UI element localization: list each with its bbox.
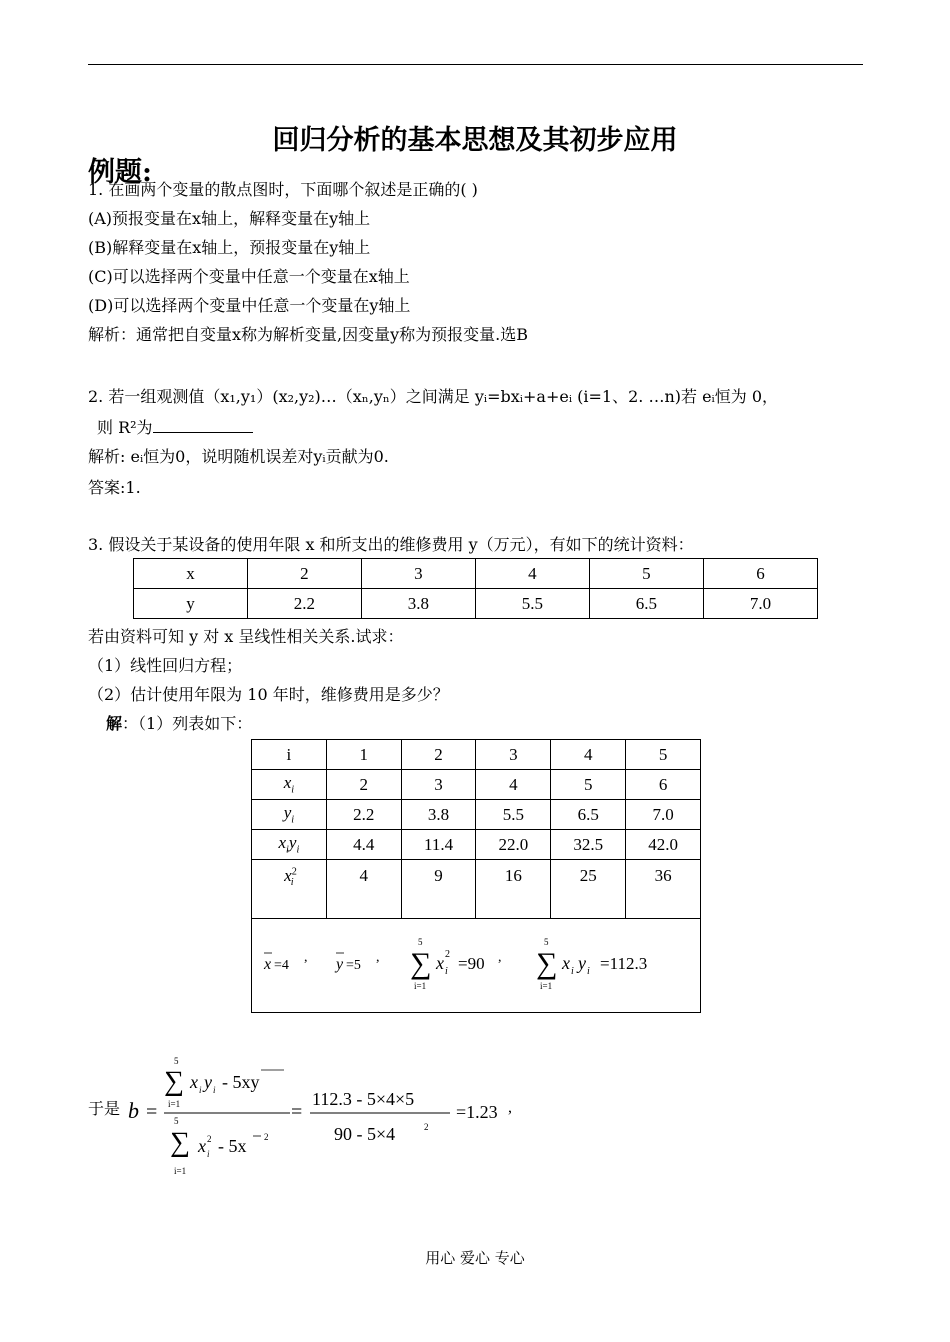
xi-symbol: x <box>284 866 292 885</box>
table-cell: 2 <box>326 770 401 800</box>
q3-part2: （2）估计使用年限为 10 年时，维修费用是多少？ <box>88 685 449 704</box>
table-row <box>252 800 701 830</box>
table-cell: 3 <box>361 559 475 589</box>
row-header-yi: $y_i$ <box>252 800 327 830</box>
table-cell: 9 <box>401 860 476 919</box>
q1-question: 1. 在画两个变量的散点图时，下面哪个叙述是正确的( ) <box>88 180 478 199</box>
table-cell: 16 <box>476 860 551 919</box>
equals-sign: = <box>291 1101 303 1123</box>
table-cell: 32.5 <box>551 830 626 860</box>
table-cell: 3 <box>476 740 551 770</box>
table-cell: x <box>134 559 248 589</box>
q1-analysis: 解析：通常把自变量x称为解析变量,因变量y称为预报变量.选B <box>88 325 528 344</box>
table-cell: 7.0 <box>626 800 701 830</box>
data-table <box>133 558 818 619</box>
table-cell: 4 <box>475 559 589 589</box>
q2-question: 2. 若一组观测值（x₁,y₁）(x₂,y₂)…（xₙ,yₙ）之间满足 yᵢ=bxᵢ+a+eᵢ (i=1、2. …n)若 eᵢ恒为 0， <box>88 387 779 406</box>
separator-comma: , <box>376 950 380 965</box>
table-cell: i <box>252 740 327 770</box>
subscript-i: i <box>445 966 448 977</box>
answer-blank <box>153 416 253 433</box>
table-cell: 5 <box>626 740 701 770</box>
yi-symbol: y <box>288 833 297 853</box>
q3-solution <box>106 713 252 735</box>
denominator-tail: - 5x <box>218 1136 247 1156</box>
x-symbol: x <box>436 953 444 973</box>
regression-formula <box>124 1052 544 1182</box>
sum-lower-limit: i=1 <box>168 1099 181 1109</box>
q2-answer: 答案:1. <box>88 478 141 497</box>
q3-condition: 若由资料可知 y 对 x 呈线性相关关系.试求： <box>88 627 404 646</box>
sigma-icon: ∑ <box>536 947 558 980</box>
page-footer: 用心 爱心 专心 <box>425 1249 525 1267</box>
q1-option-b: (B)解释变量在x轴上，预报变量在y轴上 <box>88 238 371 257</box>
sum-x2-value: =90 <box>458 954 485 973</box>
q1-option-d: (D)可以选择两个变量中任意一个变量在y轴上 <box>88 296 411 315</box>
separator-comma: , <box>304 950 308 965</box>
top-rule <box>88 64 863 65</box>
table-cell: 2.2 <box>326 800 401 830</box>
q3-question: 3. 假设关于某设备的使用年限 x 和所支出的维修费用 y（万元），有如下的统计资料： <box>88 535 694 554</box>
sigma-icon: ∑ <box>170 1127 190 1158</box>
numerator-tail: - 5xy <box>222 1072 260 1092</box>
sum-upper-limit: 5 <box>174 1116 179 1126</box>
table-row <box>134 559 818 589</box>
q1-option-c: (C)可以选择两个变量中任意一个变量在x轴上 <box>88 267 410 286</box>
table-cell: 1 <box>326 740 401 770</box>
table-cell: 3.8 <box>401 800 476 830</box>
equals-sign: = <box>146 1101 158 1123</box>
x-mean-symbol: x <box>264 956 272 973</box>
x-symbol: x <box>198 1136 206 1156</box>
sum-lower-limit: i=1 <box>414 981 427 991</box>
table-cell: 6 <box>703 559 817 589</box>
summary-formulas <box>252 919 700 1007</box>
calc-table <box>251 739 701 1013</box>
summary-cell <box>252 919 701 1013</box>
sum-upper-limit: 5 <box>544 937 549 947</box>
table-cell: 4 <box>326 860 401 919</box>
table-cell: 2.2 <box>247 589 361 619</box>
table-cell: 3 <box>401 770 476 800</box>
subscript-i: i <box>587 966 590 977</box>
sigma-icon: ∑ <box>164 1066 184 1097</box>
exponent-2: 2 <box>207 1134 212 1144</box>
exponent-2: 2 <box>424 1122 429 1132</box>
xi-symbol: x <box>283 773 292 793</box>
subscript-i: i <box>571 966 574 977</box>
table-cell: 2 <box>247 559 361 589</box>
y-symbol: y <box>204 1072 212 1092</box>
exponent-2: 2 <box>445 949 450 960</box>
xi-symbol: x <box>278 833 287 853</box>
sum-xy-value: =112.3 <box>600 954 648 973</box>
table-cell: 4.4 <box>326 830 401 860</box>
separator-comma: , <box>498 950 502 965</box>
q1-option-a: (A)预报变量在x轴上，解释变量在y轴上 <box>88 209 371 228</box>
table-cell: 4 <box>476 770 551 800</box>
sigma-icon: ∑ <box>410 947 432 980</box>
table-cell: y <box>134 589 248 619</box>
q3-part1: （1）线性回归方程； <box>88 656 243 675</box>
subscript-i: i <box>199 1085 202 1095</box>
table-row <box>252 860 701 919</box>
subscript-i: i <box>213 1085 216 1095</box>
table-cell: 5 <box>589 559 703 589</box>
table-cell: 42.0 <box>626 830 701 860</box>
formula-prefix: 于是 <box>88 1099 121 1118</box>
separator-comma: , <box>508 1099 512 1116</box>
table-cell: 6.5 <box>551 800 626 830</box>
b-symbol: b <box>128 1098 139 1123</box>
y-symbol: y <box>578 953 586 973</box>
q2-analysis: 解析: eᵢ恒为0，说明随机误差对yᵢ贡献为0. <box>88 447 389 466</box>
calc-denominator: 90 - 5×4 <box>334 1124 396 1144</box>
table-row <box>252 830 701 860</box>
table-row <box>252 770 701 800</box>
table-cell: 11.4 <box>401 830 476 860</box>
yi-symbol: y <box>283 803 292 823</box>
result-value: =1.23 <box>456 1102 498 1122</box>
table-cell: 6.5 <box>589 589 703 619</box>
solution-intro: ：（1）列表如下： <box>122 714 253 733</box>
row-header-xiyi: $x_iy_i$ <box>252 830 327 860</box>
x-symbol: x <box>190 1072 198 1092</box>
table-cell: 4 <box>551 740 626 770</box>
table-cell: 2 <box>401 740 476 770</box>
table-cell: 5.5 <box>475 589 589 619</box>
exponent-2: 2 <box>264 1132 269 1142</box>
section-heading: 例题: <box>88 157 152 188</box>
sum-upper-limit: 5 <box>418 937 423 947</box>
row-header-xi: $x_i$ <box>252 770 327 800</box>
table-cell: 7.0 <box>703 589 817 619</box>
y-mean-value: =5 <box>346 958 361 973</box>
table-cell: 3.8 <box>361 589 475 619</box>
q2-question-cont <box>97 416 253 439</box>
q2-question-cont-text: 则 R²为 <box>97 418 153 437</box>
y-mean-symbol: y <box>336 956 344 973</box>
x-mean-value: =4 <box>274 958 289 973</box>
table-row <box>252 919 701 1013</box>
sum-lower-limit: i=1 <box>540 981 553 991</box>
table-cell: 6 <box>626 770 701 800</box>
table-cell: 25 <box>551 860 626 919</box>
subscript-i: i <box>207 1149 210 1159</box>
page-title: 回归分析的基本思想及其初步应用 <box>272 125 678 156</box>
x-symbol: x <box>562 953 570 973</box>
table-cell: 5 <box>551 770 626 800</box>
table-row <box>252 740 701 770</box>
table-cell: 36 <box>626 860 701 919</box>
solution-label: 解 <box>106 714 123 733</box>
sum-lower-limit: i=1 <box>174 1166 187 1176</box>
calc-numerator: 112.3 - 5×4×5 <box>312 1089 415 1109</box>
table-row <box>134 589 818 619</box>
table-cell: 5.5 <box>476 800 551 830</box>
table-cell: 22.0 <box>476 830 551 860</box>
row-header-xi2: $x^2_i$ <box>252 860 327 919</box>
sum-upper-limit: 5 <box>174 1056 179 1066</box>
